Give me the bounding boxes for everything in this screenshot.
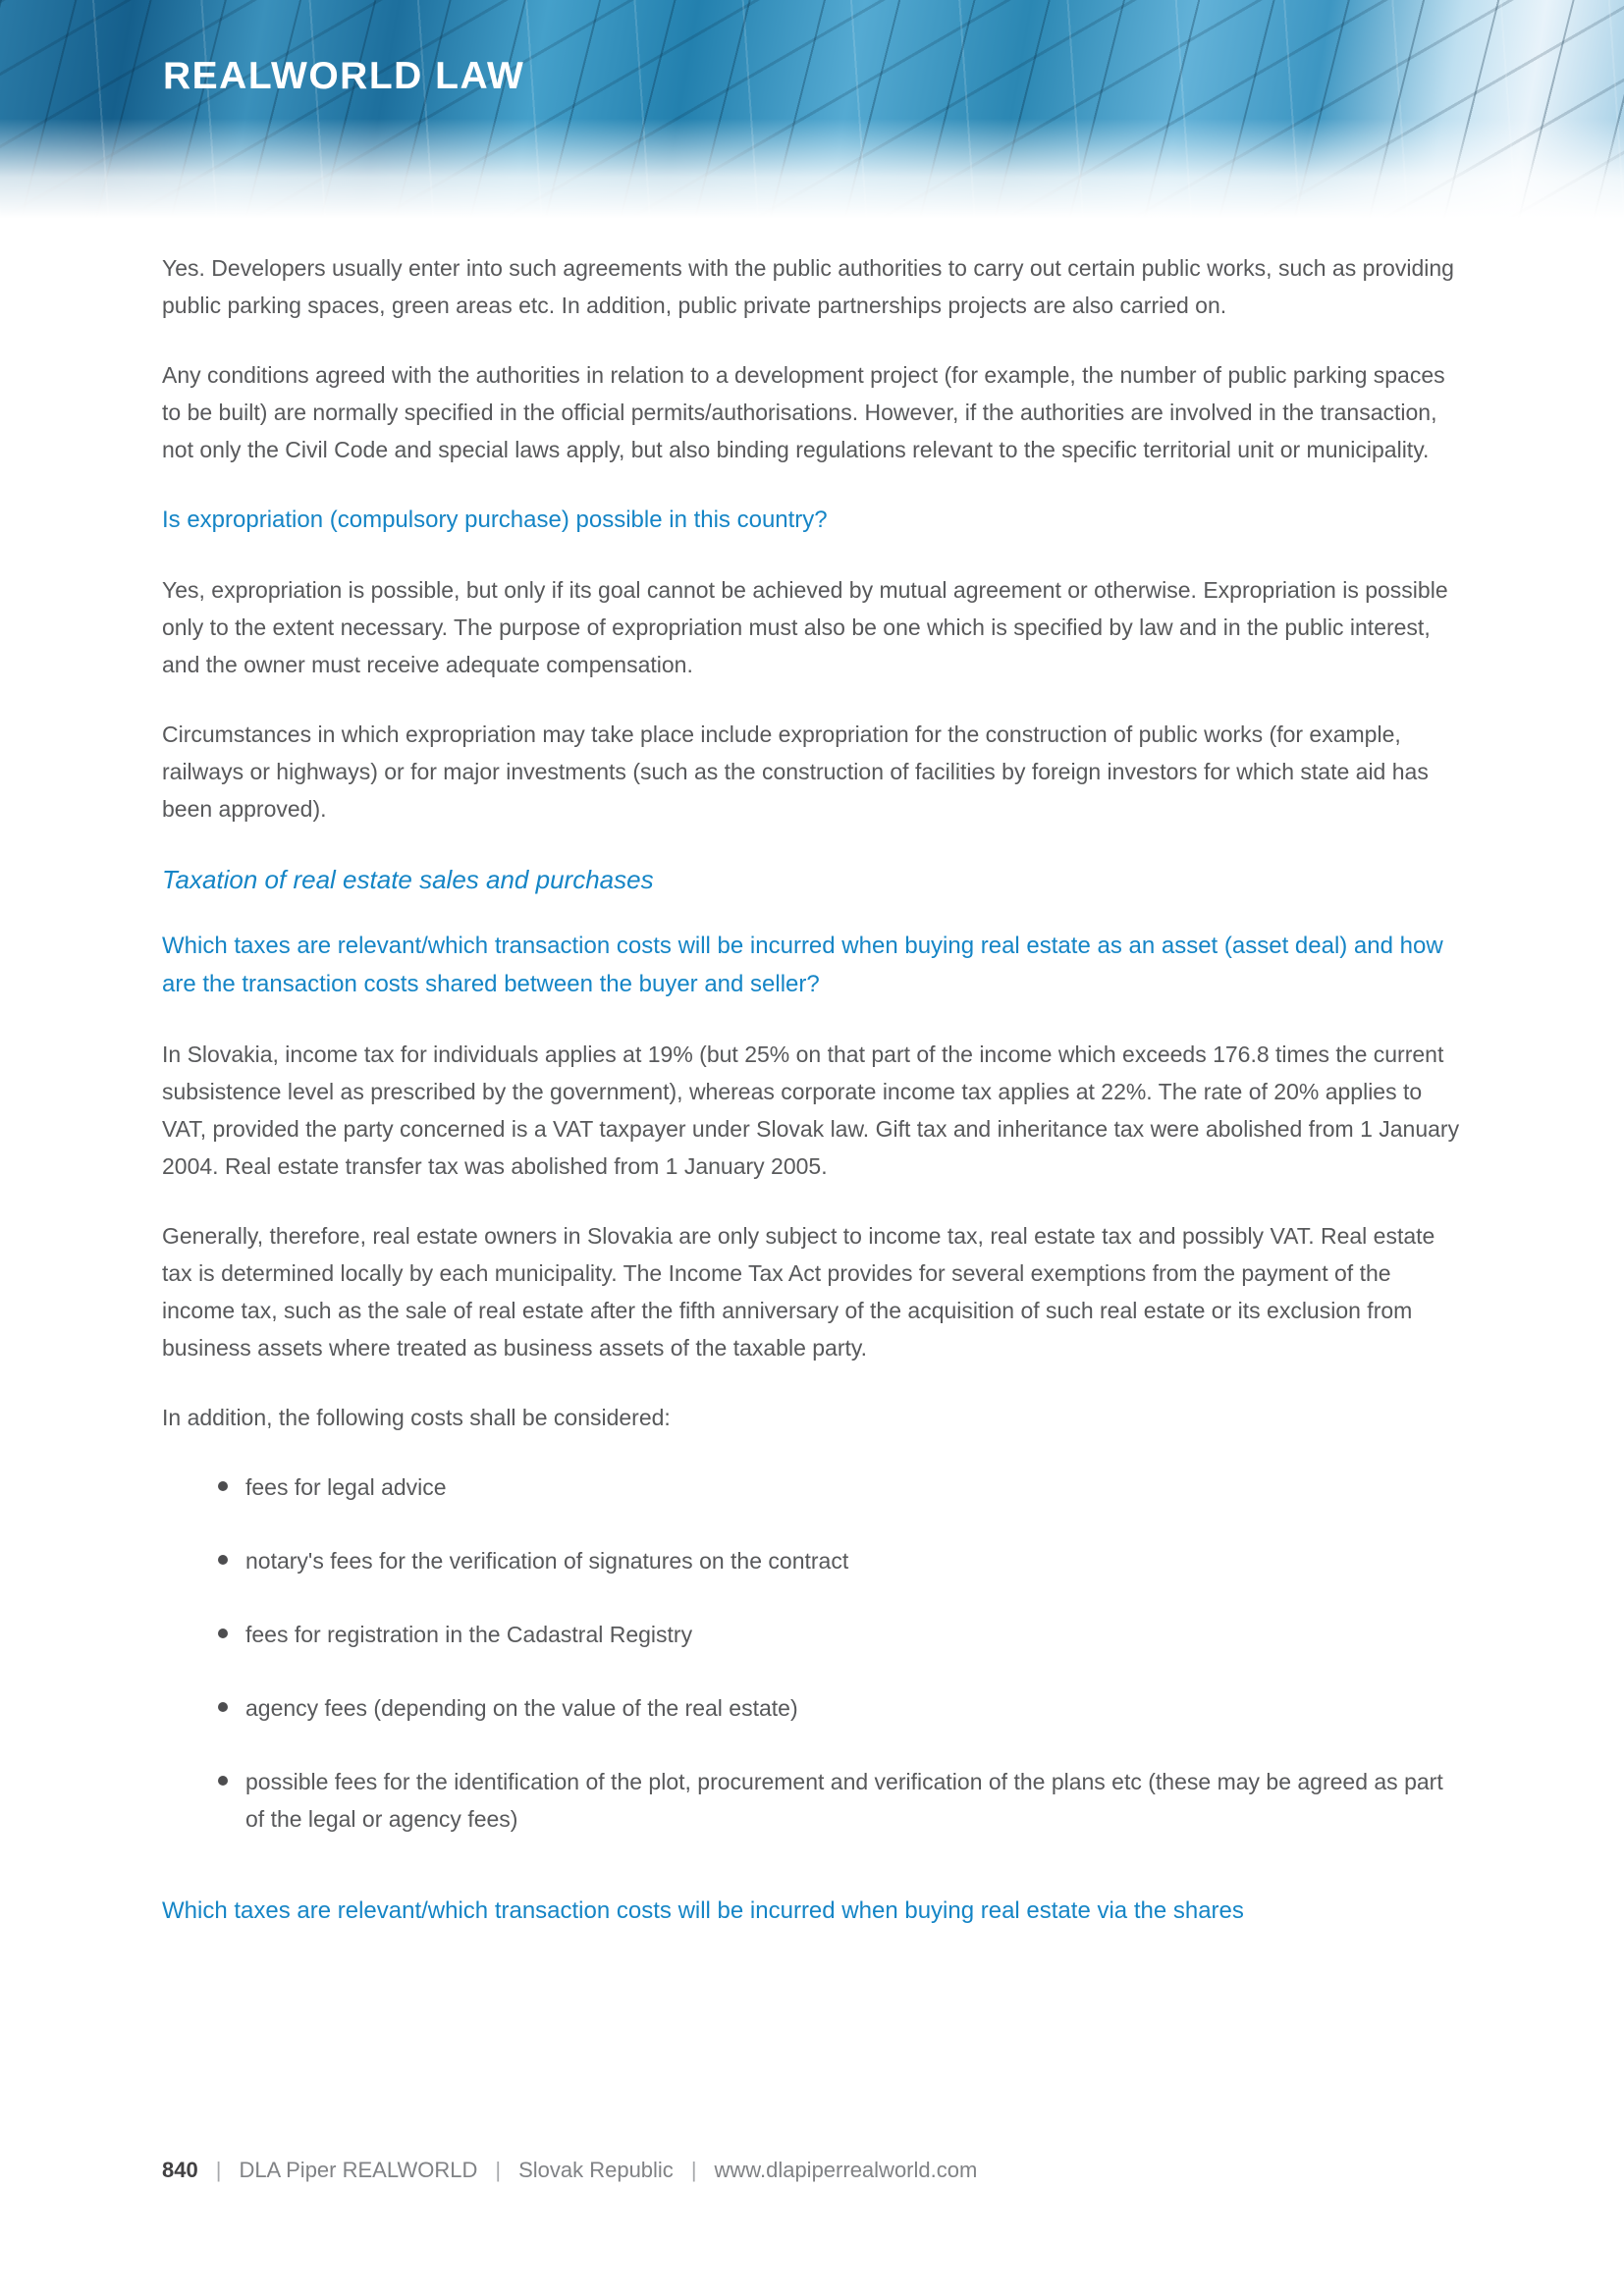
list-item-plot-identification-fees [162, 1763, 1462, 1838]
brand-title: REALWORLD LAW [163, 55, 525, 97]
list-item-label: possible fees for the identification of the plot, procurement and verification of the plans etc (these may be agreed as part of the legal or agency fees) [245, 1769, 1443, 1832]
bullet-icon [218, 1702, 228, 1712]
paragraph-slovakia-tax-rates: In Slovakia, income tax for individuals applies at 19% (but 25% on that part of the income which exceeds 176.8 times the current subsistence level as prescribed by the government), whereas corporate income tax applies at 22%. The rate of 20% applies to VAT, provided the party concerned is a VAT taxpayer under Slovak law. Gift tax and inheritance tax were abolished from 1 January 2004. Real estate transfer tax was abolished from 1 January 2005. [162, 1041, 1460, 1179]
paragraph-developer-agreements: Yes. Developers usually enter into such agreements with the public authorities to carry out certain public works, such as providing public parking spaces, green areas etc. In addition, public private partnerships projects are also carried on. [162, 255, 1454, 318]
list-item-label: notary's fees for the verification of signatures on the contract [245, 1548, 849, 1574]
paragraph-expropriation-possible: Yes, expropriation is possible, but only if its goal cannot be achieved by mutual agreement or otherwise. Expropriation is possible only to the extent necessary. The purpose of expropriation must also be one which is specified by law and in the public interest, and the owner must receive adequate compensation. [162, 577, 1448, 677]
list-item-label: agency fees (depending on the value of the real estate) [245, 1695, 798, 1721]
list-item-label: fees for registration in the Cadastral Registry [245, 1622, 693, 1647]
question-heading-share-deal: Which taxes are relevant/which transaction costs will be incurred when buying real estate via the shares [162, 1897, 1244, 1924]
bullet-icon [218, 1481, 228, 1491]
footer-brand: DLA Piper REALWORLD [239, 2158, 478, 2182]
section-heading-taxation: Taxation of real estate sales and purchases [162, 865, 654, 894]
footer-separator: | [495, 2158, 502, 2182]
bullet-icon [218, 1629, 228, 1638]
footer-separator: | [690, 2158, 697, 2182]
bullet-icon [218, 1776, 228, 1786]
question-heading-asset-deal: Which taxes are relevant/which transaction costs will be incurred when buying real estate as an asset (asset deal) and how are the transaction costs shared between the buyer and seller? [162, 933, 1443, 997]
costs-list [162, 1468, 1462, 1838]
footer-separator: | [215, 2158, 222, 2182]
footer-country: Slovak Republic [518, 2158, 674, 2182]
paragraph-expropriation-circumstances: Circumstances in which expropriation may take place include expropriation for the construction of public works (for example, railways or highways) or for major investments (such as the construction of facilities by foreign investors for which state aid has been approved). [162, 721, 1429, 822]
list-item-agency-fees [162, 1689, 1462, 1727]
footer-url[interactable]: www.dlapiperrealworld.com [714, 2158, 978, 2182]
question-heading-expropriation: Is expropriation (compulsory purchase) possible in this country? [162, 507, 828, 533]
page-content [0, 228, 1624, 1930]
paragraph-costs-intro: In addition, the following costs shall be considered: [162, 1405, 671, 1430]
paragraph-tax-exemptions: Generally, therefore, real estate owners in Slovakia are only subject to income tax, real estate tax and possibly VAT. Real estate tax is determined locally by each municipality. The Income Tax Act provides for several exemptions from the payment of the income tax, such as the sale of real estate after the fifth anniversary of the acquisition of such real estate or its exclusion from business assets where treated as business assets of the taxable party. [162, 1223, 1435, 1361]
list-item-label: fees for legal advice [245, 1474, 447, 1500]
page-footer [162, 2158, 977, 2183]
list-item-notary-fees [162, 1542, 1462, 1579]
page-number: 840 [162, 2158, 198, 2182]
header-banner [0, 0, 1624, 228]
list-item-cadastral-fees [162, 1616, 1462, 1653]
bullet-icon [218, 1555, 228, 1565]
paragraph-authority-conditions: Any conditions agreed with the authorities in relation to a development project (for example, the number of public parking spaces to be built) are normally specified in the official permits/authorisations. However, if the authorities are involved in the transaction, not only the Civil Code and special laws apply, but also binding regulations relevant to the specific territorial unit or municipality. [162, 362, 1445, 462]
list-item-legal-fees [162, 1468, 1462, 1506]
